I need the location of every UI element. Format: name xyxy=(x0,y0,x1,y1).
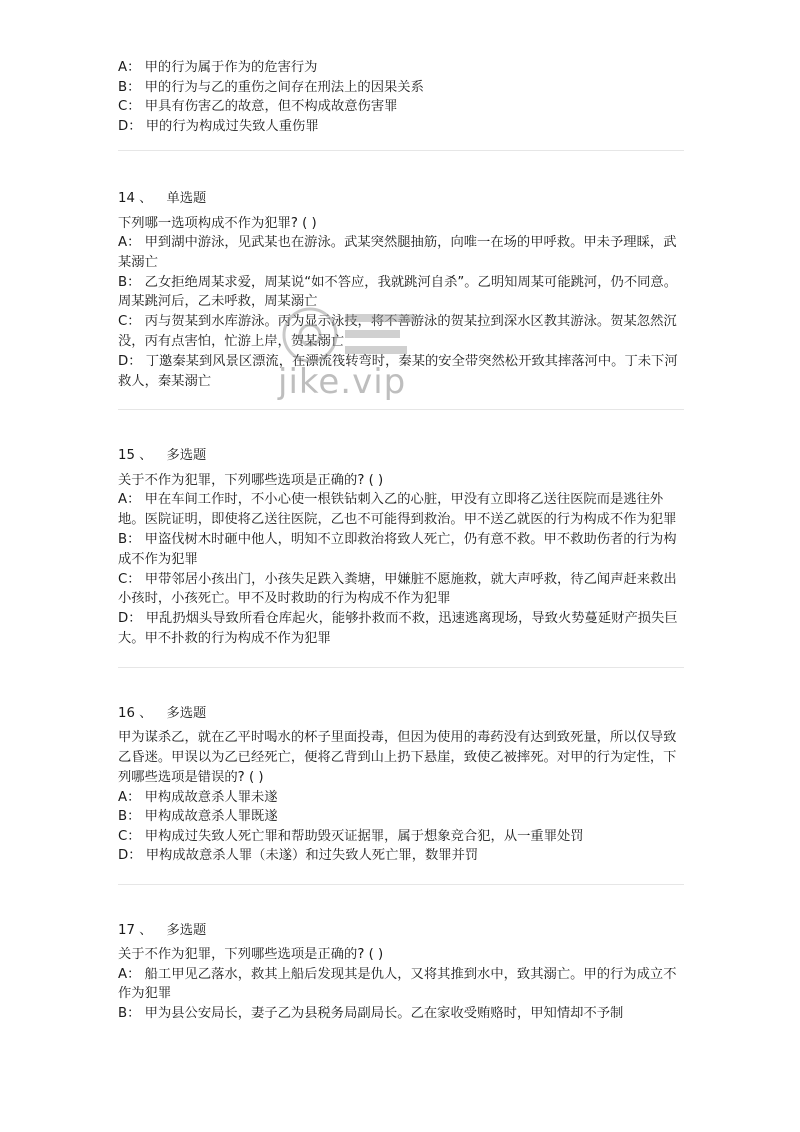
question-14 xyxy=(118,189,684,391)
divider xyxy=(118,884,684,885)
question-type: 多选题 xyxy=(166,705,207,721)
question-13-options xyxy=(118,58,684,136)
q17-option-b: B： 甲为县公安局长，妻子乙为县税务局副局长。乙在家收受贿赂时，甲知情却不予制 xyxy=(118,1006,624,1022)
q16-option-b: B： 甲构成故意杀人罪既遂 xyxy=(118,809,278,825)
q13-option-a: A： 甲的行为属于作为的危害行为 xyxy=(118,60,318,75)
question-type: 多选题 xyxy=(166,922,207,938)
q13-option-d: D： 甲的行为构成过失致人重伤罪 xyxy=(118,118,319,134)
q14-option-c: C： 丙与贺某到水库游泳。丙为显示泳技，将不善游泳的贺某拉到深水区教其游泳。贺某忽然沉没，丙有点害怕，忙游上岸，贺某溺亡 xyxy=(118,314,677,349)
divider xyxy=(118,667,684,668)
question-header xyxy=(118,921,684,941)
question-number: 17 、 xyxy=(118,922,153,938)
q16-option-a: A： 甲构成故意杀人罪未遂 xyxy=(118,789,278,805)
question-header xyxy=(118,704,684,724)
q15-option-b: B： 甲盗伐树木时砸中他人，明知不立即救治将致人死亡，仍有意不救。甲不救助伤者的行为构成不作为犯罪 xyxy=(118,531,677,567)
question-number: 14 、 xyxy=(118,191,153,206)
question-17 xyxy=(118,921,684,1024)
q15-option-d: D： 甲乱扔烟头导致所看仓库起火，能够扑救而不救，迅速逃离现场，导致火势蔓延财产损失巨大。甲不扑救的行为构成不作为犯罪 xyxy=(118,611,678,646)
q15-option-a: A： 甲在车间工作时，不小心使一根铁钻刺入乙的心脏，甲没有立即将乙送往医院而是逃往外地。医院证明，即使将乙送往医院，乙也不可能得到救治。甲不送乙就医的行为构成不作为犯罪 xyxy=(118,492,677,528)
q15-option-c: C： 甲带邻居小孩出门，小孩失足跌入粪塘，甲嫌脏不愿施救，就大声呼救，待乙闻声赶来救出小孩时，小孩死亡。甲不及时救助的行为构成不作为犯罪 xyxy=(118,571,677,607)
q13-option-b: B： 甲的行为与乙的重伤之间存在刑法上的因果关系 xyxy=(118,79,424,95)
q14-option-d: D： 丁邀秦某到风景区漂流，在漂流筏转弯时，秦某的安全带突然松开致其摔落河中。丁未下河救人，秦某溺亡 xyxy=(118,353,678,389)
question-stem: 下列哪一选项构成不作为犯罪? ( ) xyxy=(118,215,317,231)
q16-option-c: C： 甲构成过失致人死亡罪和帮助毁灭证据罪，属于想象竞合犯，从一重罪处罚 xyxy=(118,828,584,844)
divider xyxy=(118,409,684,410)
q13-option-c: C： 甲具有伤害乙的故意，但不构成故意伤害罪 xyxy=(118,99,398,114)
q17-option-a: A： 船工甲见乙落水，救其上船后发现其是仇人，又将其推到水中，致其溺亡。甲的行为成立不作为犯罪 xyxy=(118,966,677,1002)
exam-page xyxy=(118,58,684,1024)
question-header xyxy=(118,446,684,466)
question-number: 16 、 xyxy=(118,705,153,721)
q14-option-b: B： 乙女拒绝周某求爱，周某说“如不答应，我就跳河自杀”。乙明知周某可能跳河，仍不同意。周某跳河后，乙未呼救，周某溺亡 xyxy=(118,274,677,310)
question-15 xyxy=(118,446,684,648)
question-stem: 甲为谋杀乙，就在乙平时喝水的杯子里面投毒，但因为使用的毒药没有达到致死量，所以仅导致乙昏迷。甲误以为乙已经死亡，便将乙背到山上扔下悬崖，致使乙被摔死。对甲的行为定性，下列哪些选项是错误的? ( ) xyxy=(118,730,677,785)
watermark-text: jike.vip xyxy=(278,362,407,402)
question-16 xyxy=(118,704,684,866)
q16-option-d: D： 甲构成故意杀人罪（未遂）和过失致人死亡罪，数罪并罚 xyxy=(118,848,479,864)
question-header xyxy=(118,189,684,209)
question-type: 多选题 xyxy=(166,448,207,464)
question-stem: 关于不作为犯罪，下列哪些选项是正确的? ( ) xyxy=(118,472,384,488)
question-type: 单选题 xyxy=(166,191,207,206)
divider xyxy=(118,150,684,151)
question-number: 15 、 xyxy=(118,448,153,464)
q14-option-a: A： 甲到湖中游泳，见武某也在游泳。武某突然腿抽筋，向唯一在场的甲呼救。甲未予理睬，武某溺亡 xyxy=(118,235,677,270)
question-stem: 关于不作为犯罪，下列哪些选项是正确的? ( ) xyxy=(118,947,384,963)
